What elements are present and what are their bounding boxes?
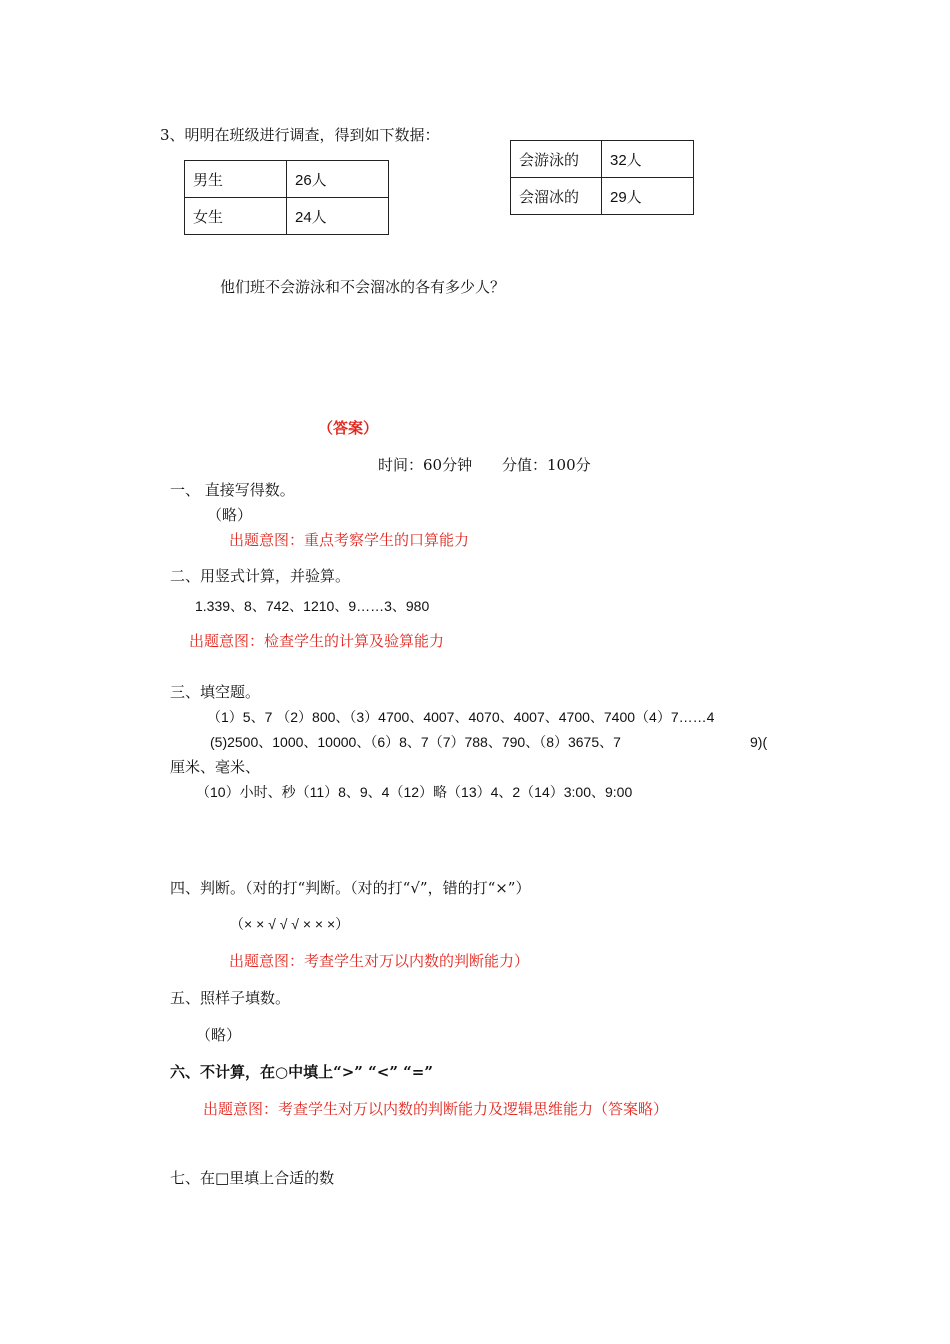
table-cell-value: 29人	[602, 178, 694, 215]
score-label: 分值：100分	[502, 456, 591, 474]
section4-title: 四、判断。（对的打“判断。（对的打“√”，错的打“×”）	[170, 879, 531, 897]
table-cell-label: 会溜冰的	[511, 178, 602, 215]
section5-title: 五、照样子填数。	[170, 989, 291, 1007]
section3-line4: （10）小时、秒（11）8、9、4（12）略（13）4、2（14）3:00、9:00	[196, 784, 633, 800]
section3-line2-tail: 9)(	[750, 734, 768, 750]
gender-table	[184, 160, 389, 235]
skill-table	[510, 140, 694, 215]
section3-line3: 厘米、毫米、	[170, 758, 261, 776]
section4-intent: 出题意图：考查学生对万以内数的判断能力）	[229, 952, 530, 970]
table-cell-label: 女生	[185, 198, 287, 235]
table-row	[185, 161, 389, 198]
section1-content: （略）	[207, 506, 253, 524]
section6-intent: 出题意图：考查学生对万以内数的判断能力及逻辑思维能力（答案略）	[203, 1100, 669, 1118]
table-cell-value: 24人	[287, 198, 389, 235]
time-label: 时间：60分钟	[378, 456, 473, 474]
table-row	[511, 141, 694, 178]
q3-question: 他们班不会游泳和不会溜冰的各有多少人？	[220, 278, 506, 296]
table-row	[511, 178, 694, 215]
section5-content: （略）	[196, 1026, 242, 1044]
section1-title: 一、 直接写得数。	[170, 481, 295, 499]
section4-content: （× × √ √ √ × × ×）	[230, 916, 350, 932]
section2-title: 二、用竖式计算，并验算。	[170, 567, 351, 585]
answer-heading: （答案）	[318, 419, 379, 437]
section3-line1: （1）5、7 （2）800、（3）4700、4007、4070、4007、4700、7400（4）7……4	[207, 709, 715, 725]
table-row	[185, 198, 389, 235]
section3-title: 三、填空题。	[170, 683, 261, 701]
section6-title: 六、不计算，在○中填上“>” “<” “=”	[170, 1063, 434, 1081]
table-cell-label: 男生	[185, 161, 287, 198]
table-cell-value: 26人	[287, 161, 389, 198]
section1-intent: 出题意图：重点考察学生的口算能力	[229, 531, 470, 549]
section2-content: 1.339、8、742、1210、9……3、980	[195, 598, 430, 614]
table-cell-label: 会游泳的	[511, 141, 602, 178]
section2-intent: 出题意图：检查学生的计算及验算能力	[189, 632, 445, 650]
q3-title: 3、明明在班级进行调查，得到如下数据：	[160, 126, 440, 144]
section7-title: 七、在□里填上合适的数	[170, 1169, 335, 1187]
section3-line2: (5)2500、1000、10000、（6）8、7（7）788、790、（8）3675、7	[210, 734, 621, 750]
table-cell-value: 32人	[602, 141, 694, 178]
